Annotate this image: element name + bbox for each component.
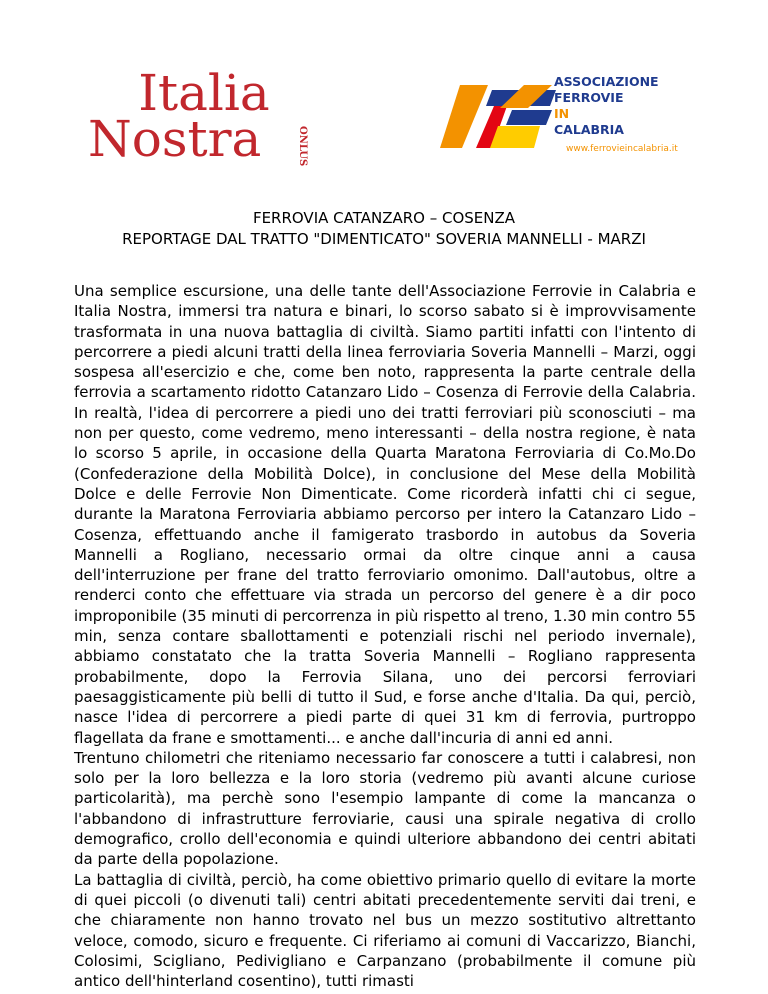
logo-in-text: IN [554, 106, 570, 121]
logo-calabria-text: CALABRIA [554, 122, 624, 137]
logo-ferrovie-text: FERROVIE [554, 90, 624, 105]
body-paragraph-1: Una semplice escursione, una delle tante dell'Associazione Ferrovie in Calabria e Italia Nostra, immersi tra natura e binari, lo scorso sabato si è improvvisamente trasformata in una nuova battaglia di civiltà. Siamo partiti infatti con l'intento di percorrere a piedi alcuni tratti della linea ferroviaria Soveria Mannelli – Marzi, oggi sospesa all'esercizio e che, come ben noto, rappresenta la parte centrale della ferrovia a scartamento ridotto Catanzaro Lido – Cosenza di Ferrovie della Calabria. In realtà, l'idea di percorrere a piedi uno dei tratti ferroviari più sconosciuti – ma non per questo, come vedremo, meno interessanti – della nostra regione, è nata lo scorso 5 aprile, in occasione della Quarta Maratona Ferroviaria di Co.Mo.Do (Confederazione della Mobilità Dolce), in conclusione del Mese della Mobilità Dolce e delle Ferrovie Non Dimenticate. Come ricorderà infatti chi ci segue, durante la Maratona Ferroviaria abbiamo percorso per intero la Catanzaro Lido – Cosenza, effettuando anche il famigerato trasbordo in autobus da Soveria Mannelli a Rogliano, necessario ormai da oltre cinque anni a causa dell'interruzione per frane del tratto ferroviario omonimo. Dall'autobus, oltre a renderci conto che effettuare via strada un percorso del genere è a dir poco improponibile (35 minuti di percorrenza in più rispetto al treno, 1.30 min contro 55 min, senza contare sballottamenti e potenziali rischi nel periodo invernale), abbiamo constatato che la tratta Soveria Mannelli – Rogliano rappresenta probabilmente, dopo la Ferrovia Silana, uno dei percorsi ferroviari paesaggisticamente più belli di tutto il Sud, e forse anche d'Italia. Da qui, perciò, nasce l'idea di percorrere a piedi parte di quei 31 km di ferrovia, purtroppo flagellata da frane e smottamenti... e anche dall'incuria di anni ed anni. [74, 282, 696, 747]
document-title: FERROVIA CATANZARO – COSENZA [252, 209, 516, 227]
logo-onlus-text: ONLUS [297, 126, 308, 166]
document-headings [0, 208, 768, 250]
body-paragraph-3: La battaglia di civiltà, perciò, ha come obiettivo primario quello di evitare la morte di quei piccoli (o divenuti tali) centri abitati precedentemente serviti dai treni, e che chiaramente non hanno trovato nel bus un mezzo sostitutivo altrettanto veloce, comodo, sicuro e frequente. Ci riferiamo ai comuni di Vaccarizzo, Bianchi, Colosimi, Scigliano, Pedivigliano e Carpanzano (probabilmente il comune più antico dell'hinterland cosentino), tutti rimasti [74, 870, 696, 991]
body-paragraph-2: Trentuno chilometri che riteniamo necessario far conoscere a tutti i calabresi, non solo per la loro bellezza e la loro storia (vedremo più avanti alcune curiose particolarità), ma perchè sono l'esempio lampante di come la mancanza o l'abbandono di infrastrutture ferroviarie, causi una spirale negativa di crollo demografico, crollo dell'economia e quindi ulteriore abbandono dei centri abitati da parte della popolazione. [74, 748, 696, 869]
logo-italia-text: Italia [138, 66, 270, 122]
ferrovie-in-calabria-logo [440, 70, 690, 160]
logo-url-text: www.ferrovieincalabria.it [566, 144, 678, 154]
ferrovie-emblem-icon [440, 85, 556, 148]
logo-nostra-text: Nostra [88, 110, 262, 166]
document-body [74, 281, 696, 991]
logo-associazione-text: ASSOCIAZIONE [554, 74, 659, 89]
italia-nostra-logo [88, 66, 328, 166]
document-subtitle: REPORTAGE DAL TRATTO "DIMENTICATO" SOVERIA MANNELLI - MARZI [122, 230, 646, 248]
